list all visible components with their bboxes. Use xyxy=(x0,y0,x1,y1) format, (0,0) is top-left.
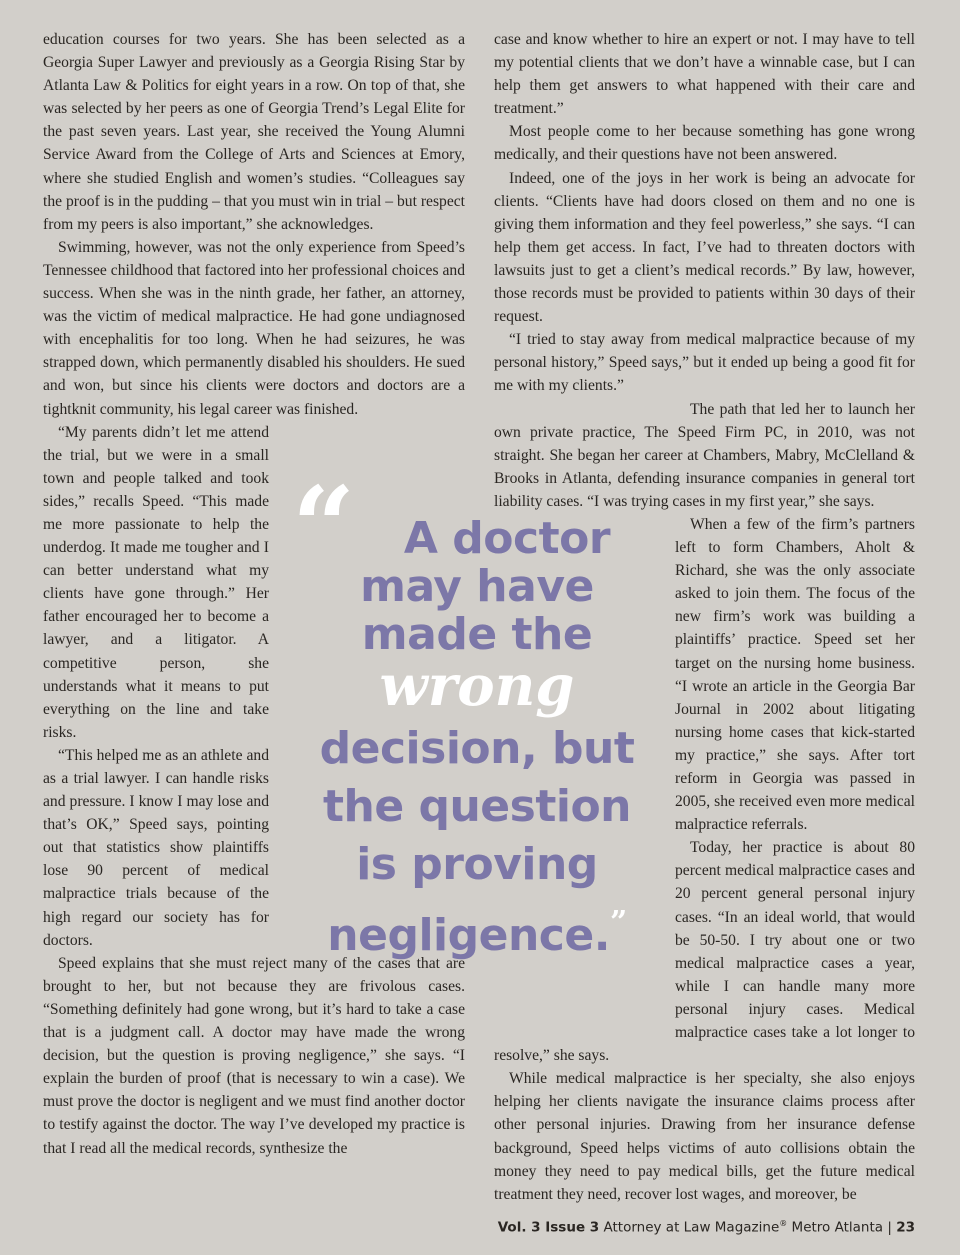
pull-quote xyxy=(292,462,662,973)
close-quote-mark: ” xyxy=(609,905,627,940)
footer-separator: | xyxy=(887,1219,892,1236)
pull-quote-line: decision, but xyxy=(319,723,635,774)
body-paragraph: Most people come to her because something has gone wrong medically, and their questions have not been answered. xyxy=(494,123,915,164)
body-paragraph: “I tried to stay away from medical malpractice because of my personal history,” Speed says,” but it ended up being a good fit for me with my clients.” xyxy=(494,331,915,395)
pull-quote-line: is proving xyxy=(356,839,598,890)
body-paragraph: The path that led her to launch her own private practice, The Speed Firm PC, in 2010, was not straight. She began her career at Chambers, Mabry, McClelland & Brooks in Atlanta, defending insurance companies in general tort liability cases. “I was trying cases in my first year,” she says. xyxy=(494,400,915,510)
registered-mark: ® xyxy=(779,1219,788,1228)
body-paragraph: Swimming, however, was not the only experience from Speed’s Tennessee childhood that factored into her professional choices and success. When she was in the ninth grade, her father, an attorney, was the victim of medical malpractice. He had gone undiagnosed with encephalitis for too long. When he had seizures, he was strapped down, which permanently disabled his shoulders. He sued and won, but since his clients were doctors and doctors are a tightknit community, his legal career was finished. xyxy=(43,238,465,418)
body-paragraph: education courses for two years. She has been selected as a Georgia Super Lawyer and previously as a Georgia Rising Star by Atlanta Law & Politics for eight years in a row. On top of that, she was selected by her peers as one of Georgia Trend’s Legal Elite for the past seven years. Last year, she received the Young Alumni Service Award from the College of Arts and Sciences at Emory, where she studied English and women’s studies. “Colleagues say the proof is in the pudding – that you must win in trial – but respect from my peers is also important,” she acknowledges. xyxy=(43,31,465,233)
magazine-name: Attorney at Law Magazine xyxy=(603,1219,780,1236)
pull-quote-line: made the xyxy=(361,609,593,660)
body-paragraph: case and know whether to hire an expert or not. I may have to tell my potential clients that we don’t have a winnable case, but I can help them get answers to what happened with their care and treatment.” xyxy=(494,31,915,118)
wrap-spacer-top xyxy=(494,398,675,421)
pull-quote-last-line: negligence. xyxy=(327,910,610,961)
page-number: 23 xyxy=(896,1219,915,1236)
body-paragraph: Speed explains that she must reject many of the cases that are brought to her, but not because they are frivolous cases. “Something definitely had gone wrong, but it’s hard to take a case that is a judgment call. A doctor may have made the wrong decision, but the question is proving negligence,” she says. “I explain the burden of proof (that is necessary to win a case). We must prove the doctor is negligent and we must find another doctor to testify against the doctor. The way I’ve developed my practice is that I read all the medical records, synthesize the xyxy=(43,954,465,1157)
page-footer xyxy=(498,1219,915,1236)
issue-label: Vol. 3 Issue 3 xyxy=(497,1219,600,1236)
pull-quote-line: may have xyxy=(360,561,594,612)
edition-name: Metro Atlanta xyxy=(791,1219,884,1236)
body-paragraph: “My parents didn’t let me attend the trial, but we were in a small town and people talked and took sides,” recalls Speed. “This made me more passionate to help the underdog. It made me tougher and I can better understand what my clients have gone through.” Her father encouraged her to become a lawyer, and a litigator. A competitive person, she understands what it means to put everything on the line and take risks. xyxy=(43,423,269,741)
pull-quote-line xyxy=(292,898,662,961)
body-paragraph: Indeed, one of the joys in her work is being an advocate for clients. “Clients have had doors closed on them and no one is giving them information and they feel powerless,” she says. “I can help them get access. In fact, I’ve had to threaten doctors with lawsuits just to get a client’s medical records.” By law, however, those records must be provided to patients within 30 days of their request. xyxy=(494,169,915,326)
body-paragraph: While medical malpractice is her specialty, she also enjoys helping her clients navigate the insurance claims process after other personal injuries. Drawing from her insurance defense background, Speed helps victims of auto collisions obtain the money they need to pay medical bills, get the future medical treatment they need, recover lost wages, and moreover, be xyxy=(494,1070,915,1203)
body-paragraph: When a few of the firm’s partners left to form Chambers, Aholt & Richard, she was the only associate asked to join them. The focus of the new firm’s work was building a plaintiffs’ practice. Speed set her target on the nursing home business. “I wrote an article in the Georgia Bar Journal in 2002 about litigating nursing home cases that kick-started my practice,” she says. After tort reform in Georgia was passed in 2005, she received even more medical malpractice referrals. xyxy=(675,515,915,834)
open-quote-mark: “ xyxy=(292,462,356,591)
body-paragraph: Today, her practice is about 80 percent medical malpractice cases and 20 percent general personal injury cases. “In an ideal world, that would be 50-50. I try about one or two medical malpractice cases a year, while I can handle many more personal injury cases. Medical malpractice cases take a lot longer to resolve,” she says. xyxy=(494,839,915,1065)
pull-quote-line: A doctor xyxy=(403,513,611,564)
pull-quote-emphasis: wrong xyxy=(379,653,575,719)
body-paragraph: “This helped me as an athlete and as a trial lawyer. I can handle risks and pressure. I know I may lose and that’s OK,” Speed says, pointing out that statistics show plaintiffs lose 90 percent of medical malpractice trials because of the high regard our society has for doctors. xyxy=(43,746,269,949)
pull-quote-line: the question xyxy=(322,781,632,832)
